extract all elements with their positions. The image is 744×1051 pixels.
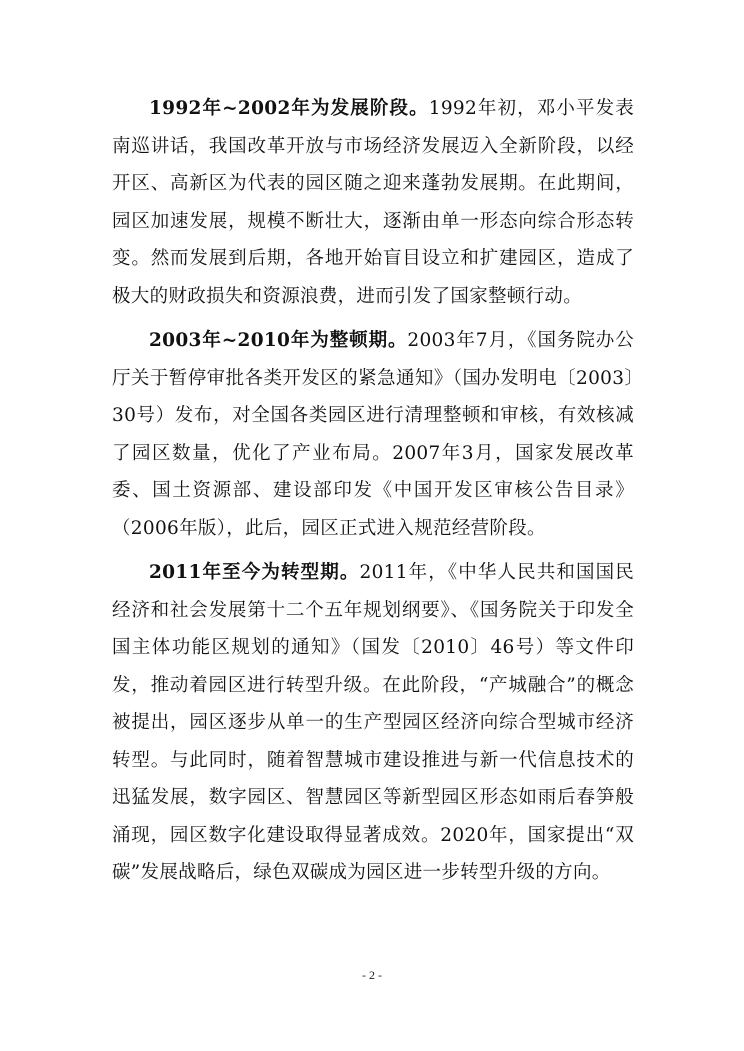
paragraph-lead: 2003年~2010年为整顿期。 bbox=[149, 330, 408, 351]
paragraph-text: 2011年，《中华人民共和国国民经济和社会发展第十二个五年规划纲要》、《国务院关于印发全国主体功能区规划的通知》（国发〔2010〕46号）等文件印发，推动着园区进行转型升级。在此阶段，“产城融合”的概念被提出，园区逐步从单一的生产型园区经济向综合型城市经济转型。与此同时，随着智慧城市建设推进与新一代信息技术的迅猛发展，数字园区、智慧园区等新型园区形态如雨后春笋般涌现，园区数字化建设取得显著成效。2020年，国家提出“双碳”发展战略后，绿色双碳成为园区进一步转型升级的方向。 bbox=[112, 562, 634, 883]
paragraph-lead: 2011年至今为转型期。 bbox=[149, 562, 360, 583]
paragraph-lead: 1992年~2002年为发展阶段。 bbox=[149, 98, 429, 119]
page-number: - 2 - bbox=[362, 968, 382, 982]
paragraph-text: 1992年初，邓小平发表南巡讲话，我国改革开放与市场经济发展迈入全新阶段，以经开区、高新区为代表的园区随之迎来蓬勃发展期。在此期间，园区加速发展，规模不断壮大，逐渐由单一形态向综合形态转变。然而发展到后期，各地开始盲目设立和扩建园区，造成了极大的财政损失和资源浪费，进而引发了国家整顿行动。 bbox=[112, 98, 634, 307]
body-text bbox=[112, 90, 634, 899]
paragraph-transformation-stage bbox=[112, 554, 634, 892]
paragraph-rectification-stage bbox=[112, 322, 634, 547]
paragraph-text: 2003年7月，《国务院办公厅关于暂停审批各类开发区的紧急通知》（国办发明电〔2003〕30号）发布，对全国各类园区进行清理整顿和审核，有效核减了园区数量，优化了产业布局。2007年3月，国家发展改革委、国土资源部、建设部印发《中国开发区审核公告目录》（2006年版），此后，园区正式进入规范经营阶段。 bbox=[112, 330, 634, 539]
paragraph-development-stage bbox=[112, 90, 634, 315]
